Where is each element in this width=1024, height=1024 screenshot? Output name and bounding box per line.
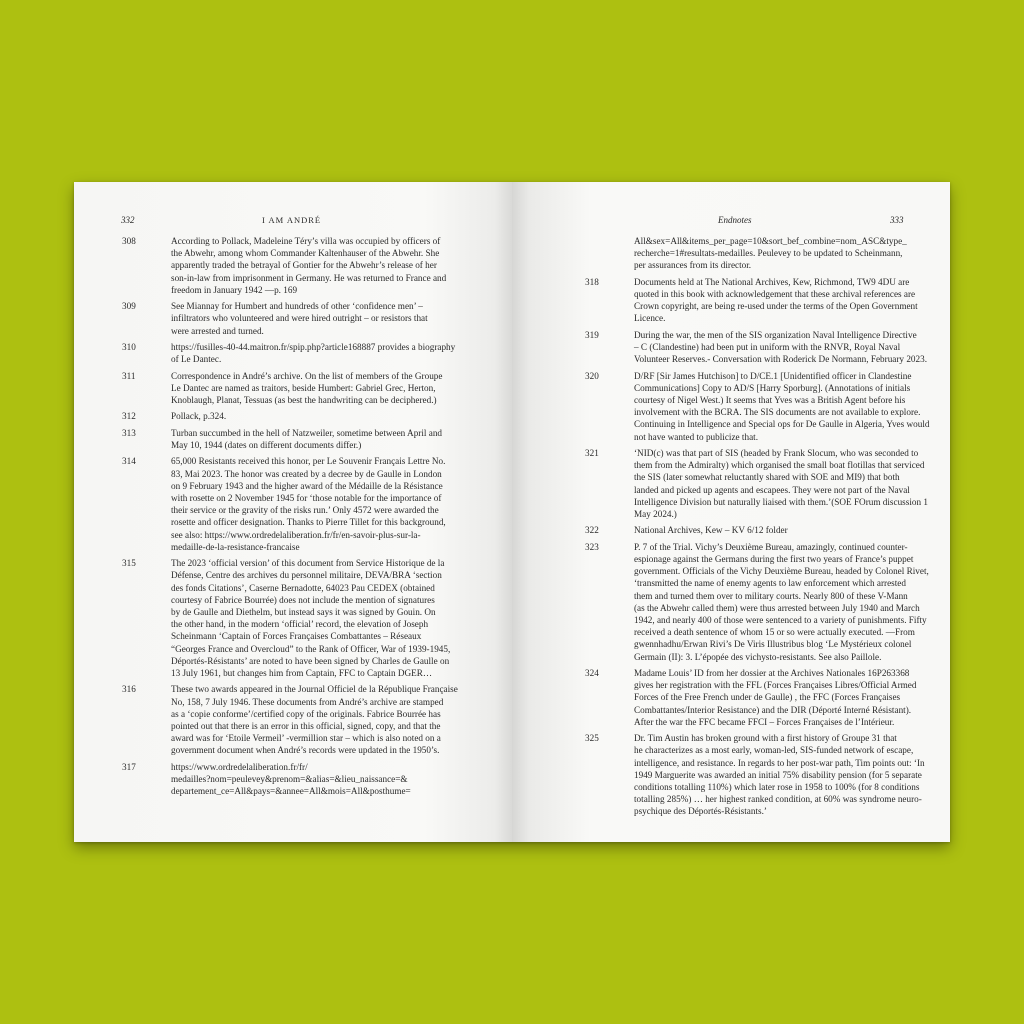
endnotes-list bbox=[122, 235, 482, 802]
endnote-text: During the war, the men of the SIS organization Naval Intelligence Directive – C (Clandestine) had been put in uniform with the RNVR, Royal Naval Volunteer Reserves.- Conversation with Roderick De Normann, February 2023. bbox=[634, 329, 927, 365]
right-page bbox=[512, 182, 950, 842]
endnote bbox=[585, 276, 945, 325]
page-number: 332 bbox=[121, 215, 135, 225]
endnote bbox=[585, 329, 945, 366]
endnote-text: P. 7 of the Trial. Vichy’s Deuxième Bureau, amazingly, continued counter- espionage against the Germans during the first two years of France’s puppet government. Officials of the Vichy Deuxième Bureau, headed by Colonel Rivet, ‘transmitted the name of enemy agents to law enforcement which arrested them and turned them over to military courts. Nearly 800 of these V-Mann (as the Abwehr called them) were thus arrested between July 1940 and March 1942, and nearly 400 of those were sentenced to a variety of punishments. Fifty received a death sentence of whom 15 or so were actually executed. —From gwennhadhu/Erwan Rivi’s De Viris Illustribus blog ‘Le Mystérieux colonel Germain (II): 3. L’épopée des vichysto-resistants. See also Paillole. bbox=[634, 541, 929, 662]
endnote-text: Documents held at The National Archives, Kew, Richmond, TW9 4DU are quoted in this book with acknowledgement that these archival references are Crown copyright, are being re-used under the terms of the Open Government Licence. bbox=[634, 276, 918, 324]
endnote-text: All&sex=All&items_per_page=10&sort_bef_combine=nom_ASC&type_ recherche=1#resultats-medailles. Peulevey to be updated to Scheinmann, per assurances from its director. bbox=[634, 236, 907, 271]
endnote bbox=[585, 370, 945, 443]
endnote-text: 65,000 Resistants received this honor, per Le Souvenir Français Lettre No. 83, Mai 2023. The honor was created by a decree by de Gaulle in London on 9 February 1943 and the higher award of the Médaille de la Résistance with rosette on 2 November 1945 for ‘those notable for the importance of their service or the gravity of the risks run.’ Only 4572 were awarded the rosette and officer designation. Thanks to Pierre Tillet for this background, see also: https://www.ordredelaliberation.fr/fr/en-savoir-plus-sur-la- medaille-de-la-resistance-francaise bbox=[171, 456, 446, 552]
endnote bbox=[585, 447, 945, 520]
endnote bbox=[585, 541, 945, 663]
endnote bbox=[585, 524, 945, 536]
endnote-number: 320 bbox=[585, 370, 599, 381]
running-head: Endnotes bbox=[718, 215, 752, 225]
endnote bbox=[585, 732, 945, 817]
endnote bbox=[122, 761, 482, 798]
endnote-number: 325 bbox=[585, 733, 599, 744]
running-head: I AM ANDRÉ bbox=[262, 215, 322, 225]
page-number: 333 bbox=[890, 215, 904, 225]
endnote-continued bbox=[585, 235, 945, 272]
endnote-number: 315 bbox=[122, 558, 136, 569]
endnote-text: These two awards appeared in the Journal Officiel de la République Française No, 158, 7 July 1946. These documents from André’s archive are stamped as a ‘copie conforme’/certified copy of the originals. Fabrice Bourrée has pointed out that there is an error in this official, signed, copy, and that the award was for ‘Etoile Vermeil’ -vermillion star – which is also noted on a government document when André’s records were updated in the 1950’s. bbox=[171, 684, 458, 756]
endnote-text: Correspondence in André’s archive. On the list of members of the Groupe Le Dantec are named as traitors, beside Humbert: Gabriel Grec, Herton, Knoblaugh, Planat, Tessuas (as best the handwriting can be deciphered.) bbox=[171, 370, 443, 405]
endnote-number: 318 bbox=[585, 276, 599, 287]
endnote bbox=[122, 683, 482, 756]
endnote-number: 311 bbox=[122, 370, 136, 381]
endnote-number: 313 bbox=[122, 427, 136, 438]
endnote-text: The 2023 ‘official version’ of this document from Service Historique de la Défense, Centre des archives du personnel militaire, DEVA/BRA ‘section des fonds Citations’, Caserne Bernadotte, 64023 Pau CEDEX (obtained courtesy of Fabrice Bourrée) does not include the mention of signatures by de Gaulle and Diethelm, but instead says it was signed by Gouin. On the other hand, in the modern ‘official’ record, the elevation of Joseph Scheinmann ‘Captain of Forces Françaises Combattantes – Réseaux “Georges France and Overcloud” to the Rank of Officer, War of 1939-1945, Déportés-Résistants’ are noted to have been signed by Charles de Gaulle on 13 July 1961, but changes him from Captain, FFC to Captain DGER… bbox=[171, 558, 451, 679]
endnote bbox=[122, 455, 482, 553]
endnote-number: 323 bbox=[585, 541, 599, 552]
endnote-text: ‘NID(c) was that part of SIS (headed by Frank Slocum, who was seconded to them from the Admiralty) which organised the small boat flotillas that serviced the SIS (later somewhat reluctantly shared with SOE and MI9) that both landed and picked up agents and escapees. They were not part of the Naval Intelligence Division but naturally liaised with them.’(SOE FOrum discussion 1 May 2024.) bbox=[634, 448, 928, 520]
endnote bbox=[585, 667, 945, 728]
endnote bbox=[122, 410, 482, 422]
endnote-text: https://www.ordredelaliberation.fr/fr/ medailles?nom=peulevey&prenom=&alias=&lieu_naissance=& departement_ce=All&pays=&annee=All&mois=All&posthume= bbox=[171, 761, 411, 797]
endnotes-list bbox=[585, 235, 945, 822]
endnote bbox=[122, 235, 482, 296]
endnote-number: 319 bbox=[585, 329, 599, 340]
endnote-number: 309 bbox=[122, 301, 136, 312]
endnote-number: 314 bbox=[122, 456, 136, 467]
endnote-text: Turban succumbed in the hell of Natzweiler, sometime between April and May 10, 1944 (dates on different documents differ.) bbox=[171, 427, 443, 450]
endnote bbox=[122, 427, 482, 451]
endnote-text: D/RF [Sir James Hutchison] to D/CE.1 [Unidentified officer in Clandestine Communications] Copy to AD/S [Harry Sporburg]. (Annotations of initials courtesy of Nigel West.) It seems that Yves was a British Agent before his involvement with the BCRA. The SIS documents are not available to explore. Continuing in Intelligence and Special ops for De Gaulle in Algeria, Yves would not have wanted to publicize that. bbox=[634, 370, 930, 442]
open-book bbox=[74, 182, 950, 842]
endnote-text: Madame Louis’ ID from her dossier at the Archives Nationales 16P263368 gives her registration with the FFL (Forces Françaises Libres/Official Armed Forces of the Free French under de Gaulle) , the FFC (Forces Françaises Combattantes/Interior Resistance) and the DIR (Déporté Interné Résistant). After the war the FFC became FFCI – Forces Françaises de l’Intérieur. bbox=[634, 668, 917, 727]
endnote-text: See Miannay for Humbert and hundreds of other ‘confidence men’ – infiltrators who volunteered and were hired outright – or resistors that were arrested and turned. bbox=[171, 301, 428, 336]
endnote-number: 310 bbox=[122, 342, 136, 352]
endnote-text: National Archives, Kew – KV 6/12 folder bbox=[634, 525, 788, 536]
endnote-number: 317 bbox=[122, 761, 136, 772]
endnote-text: According to Pollack, Madeleine Téry’s villa was occupied by officers of the Abwehr, among whom Commander Kaltenhauser of the Abwehr. She apparently traded the betrayal of Gontier for the Abwehr’s release of her son-in-law from imprisonment in Germany. He was returned to France and freedom in January 1942 —p. 169 bbox=[171, 236, 447, 295]
endnote-number: 312 bbox=[122, 411, 136, 422]
left-page bbox=[74, 182, 512, 842]
endnote-number: 322 bbox=[585, 525, 599, 536]
endnote-text: https://fusilles-40-44.maitron.fr/spip.php?article168887 provides a biography of Le Dantec. bbox=[171, 342, 456, 365]
endnote bbox=[122, 557, 482, 679]
endnote-number: 321 bbox=[585, 448, 599, 458]
endnote bbox=[122, 370, 482, 407]
endnote bbox=[122, 300, 482, 337]
endnote-text: Pollack, p.324. bbox=[171, 411, 227, 422]
endnote bbox=[122, 341, 482, 365]
endnote-text: Dr. Tim Austin has broken ground with a first history of Groupe 31 that he characterizes as a most early, woman-led, SIS-funded network of escape, intelligence, and resistance. In regards to her post-war path, Tim points out: ‘In 1949 Marguerite was awarded an initial 75% disability pension (for 5 separate conditions totalling 110%) which later rose in 1958 to 100% (for 8 conditions totalling 285%) … her highest ranked condition, at 60% was syndrome neuro- psychique des Déportés-Résistants.’ bbox=[634, 733, 925, 817]
endnote-number: 316 bbox=[122, 684, 136, 695]
endnote-number: 308 bbox=[122, 236, 136, 246]
endnote-number: 324 bbox=[585, 668, 599, 679]
